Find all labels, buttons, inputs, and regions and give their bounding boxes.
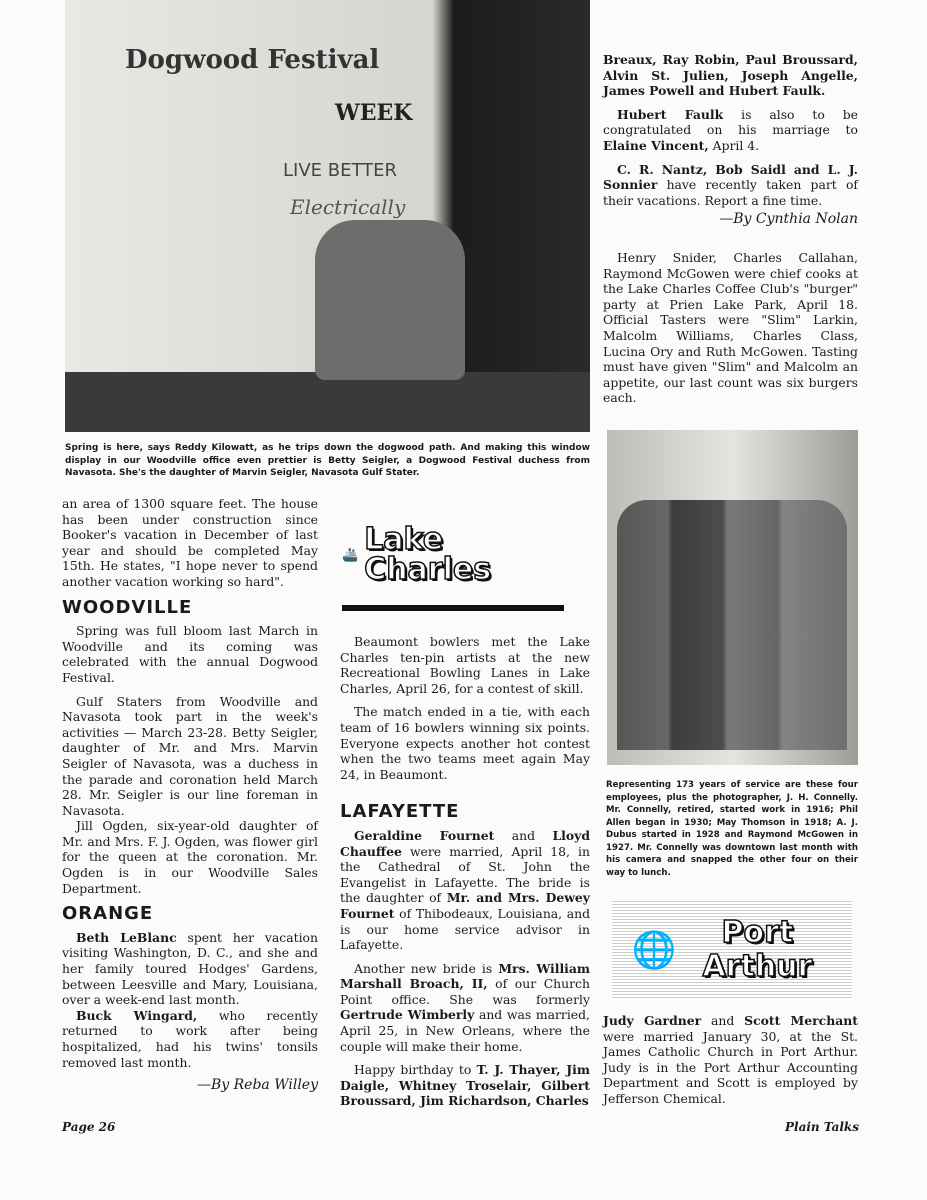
paragraph <box>340 828 590 953</box>
logo-text: Port Arthur <box>702 915 813 984</box>
paragraph <box>603 162 858 209</box>
text: Happy birthday to <box>354 1062 477 1078</box>
text: of Thibodeaux, Louisiana, and is our home service advisor in Lafayette. <box>340 905 590 953</box>
port-arthur-logo <box>612 900 852 1000</box>
text: and was married, April 25, in New Orleans, where the couple will make their home. <box>340 1007 590 1054</box>
woman-figure <box>315 220 465 380</box>
name: Beth LeBlanc <box>76 929 177 945</box>
name: Lloyd Chauffee <box>340 827 590 859</box>
column-2 <box>340 634 590 1117</box>
text: were married, April 18, in the Cathedral of St. John the Evangelist in Lafayette. The bride is the daughter of <box>340 843 590 906</box>
name: Mrs. William Marshall Broach, II, <box>340 960 590 992</box>
paragraph <box>62 930 318 1008</box>
name: Elaine Vincent, <box>603 137 709 153</box>
photo-caption-dogwood: Spring is here, says Reddy Kilowatt, as he trips down the dogwood path. And making this window display in our Woodville office even prettier is Betty Seigler, a Dogwood Festival duchess from Navasota. She's the daughter of Marvin Seigler, Navasota Gulf Stater. <box>65 443 590 478</box>
column-3-top <box>603 52 858 414</box>
paragraph <box>603 52 858 99</box>
byline: —By Reba Willey <box>196 1077 318 1094</box>
name: Geraldine Fournet <box>354 827 495 843</box>
text: is also to be congratulated on his marriage to <box>603 106 858 138</box>
section-heading-woodville: WOODVILLE <box>62 596 193 618</box>
ship-icon: 🚢 <box>342 547 359 563</box>
paragraph: Jill Ogden, six-year-old daughter of Mr. and Mrs. F. J. Ogden, was flower girl for the queen at the coronation. Mr. Ogden is in our Woodville Sales Department. <box>62 818 318 896</box>
paragraph: Beaumont bowlers met the Lake Charles ten-pin artists at the new Recreational Bowling Lanes in Lake Charles, April 26, for a contest of skill. <box>340 634 590 696</box>
sign-week: WEEK <box>335 100 413 126</box>
text: spent her vacation visiting Washington, D. C., and she and her family toured Hodges' Gardens, between Leesville and Mary, Louisiana, over a week-end last month. <box>62 929 318 1008</box>
text: and <box>701 1013 745 1028</box>
name: Judy Gardner <box>603 1013 702 1028</box>
text: Another new bride is <box>354 960 499 976</box>
flower-bed <box>65 372 590 432</box>
paragraph: Spring was full bloom last March in Woodville and its coming was celebrated with the annual Dogwood Festival. <box>62 623 318 685</box>
section-heading-orange: ORANGE <box>62 903 154 925</box>
employees-photo <box>607 430 858 765</box>
name: Hubert Faulk <box>617 106 724 122</box>
text: and <box>494 827 553 843</box>
dogwood-window-photo <box>65 0 590 432</box>
text: were married January 30, at the St. James Catholic Church in Port Arthur. Judy is in the Port Arthur Accounting Department and Scott is employed by Jefferson Chemical. <box>603 1028 858 1106</box>
name: Mr. and Mrs. Dewey Fournet <box>340 890 590 921</box>
name: Gertrude Wimberly <box>340 1007 475 1023</box>
section-heading-lafayette: LAFAYETTE <box>340 801 460 823</box>
four-people-figures <box>617 500 847 750</box>
paragraph <box>603 1013 858 1107</box>
paragraph <box>62 1008 318 1070</box>
name: Scott Merchant <box>744 1013 858 1028</box>
paragraph: Gulf Staters from Woodville and Navasota took part in the week's activities — March 23-28. Betty Seigler, daughter of Mr. and Mrs. Marvin Seigler of Navasota, was a duchess in the parade and coronation held March 28. Mr. Seigler is our line foreman in Navasota. <box>62 693 318 818</box>
paragraph <box>340 1062 590 1109</box>
paragraph: The match ended in a tie, with each team of 16 bowlers winning six points. Everyone expects another hot contest when the two teams meet again May 24, in Beaumont. <box>340 704 590 782</box>
names: Breaux, Ray Robin, Paul Broussard, Alvin St. Julien, Joseph Angelle, James Powell and Hubert Faulk. <box>603 52 858 99</box>
logo-text: Lake Charles <box>364 522 492 587</box>
page-number: Page 26 <box>62 1120 116 1134</box>
text: have recently taken part of their vacations. Report a fine time. <box>603 177 858 208</box>
paragraph: Henry Snider, Charles Callahan, Raymond McGowen were chief cooks at the Lake Charles Coffee Club's "burger" party at Prien Lake Park, April 18. Official Tasters were "Slim" Larkin, Malcolm Williams, Charles Class, Lucina Ory and Ruth McGowen. Tasting must have given "Slim" and Malcolm an appetite, our last count was six burgers each. <box>603 249 858 406</box>
text: April 4. <box>708 137 760 153</box>
sign-live-better: LIVE BETTER <box>283 160 398 181</box>
paragraph <box>603 107 858 154</box>
globe-icon: 🌐 <box>631 930 677 971</box>
byline: —By Cynthia Nolan <box>719 211 858 228</box>
magazine-name: Plain Talks <box>784 1120 859 1134</box>
column-1 <box>62 496 318 1102</box>
photo-caption-employees: Representing 173 years of service are these four employees, plus the photographer, J. H. Connelly. Mr. Connelly, retired, started work in 1916; Phil Allen began in 1930; May Thomson in 1918; A. J. Dubus started in 1928 and Raymond McGowen in 1927. Mr. Connelly was downtown last month with his camera and snapped the other four on their way to lunch. <box>606 780 858 878</box>
text: who recently returned to work after being hospitalized, had his twins' tonsils removed last month. <box>62 1007 318 1070</box>
column-3-bottom <box>603 1013 858 1115</box>
paragraph <box>340 961 590 1055</box>
sign-title: Dogwood Festival <box>125 45 380 75</box>
lake-charles-logo <box>342 505 564 611</box>
article-continuation: an area of 1300 square feet. The house has been under construction since Booker's vacation in December of last year and should be completed May 15th. He states, "I hope never to spend another vacation working so hard". <box>62 496 318 589</box>
text: of our Church Point office. She was formerly <box>340 976 590 1007</box>
name: Buck Wingard, <box>76 1007 198 1023</box>
sign-electrically: Electrically <box>290 195 406 219</box>
name: C. R. Nantz, Bob Saidl and L. J. Sonnier <box>603 161 858 193</box>
name: T. J. Thayer, Jim Daigle, Whitney Troselair, Gilbert Broussard, Jim Richardson, Charles <box>340 1062 590 1109</box>
